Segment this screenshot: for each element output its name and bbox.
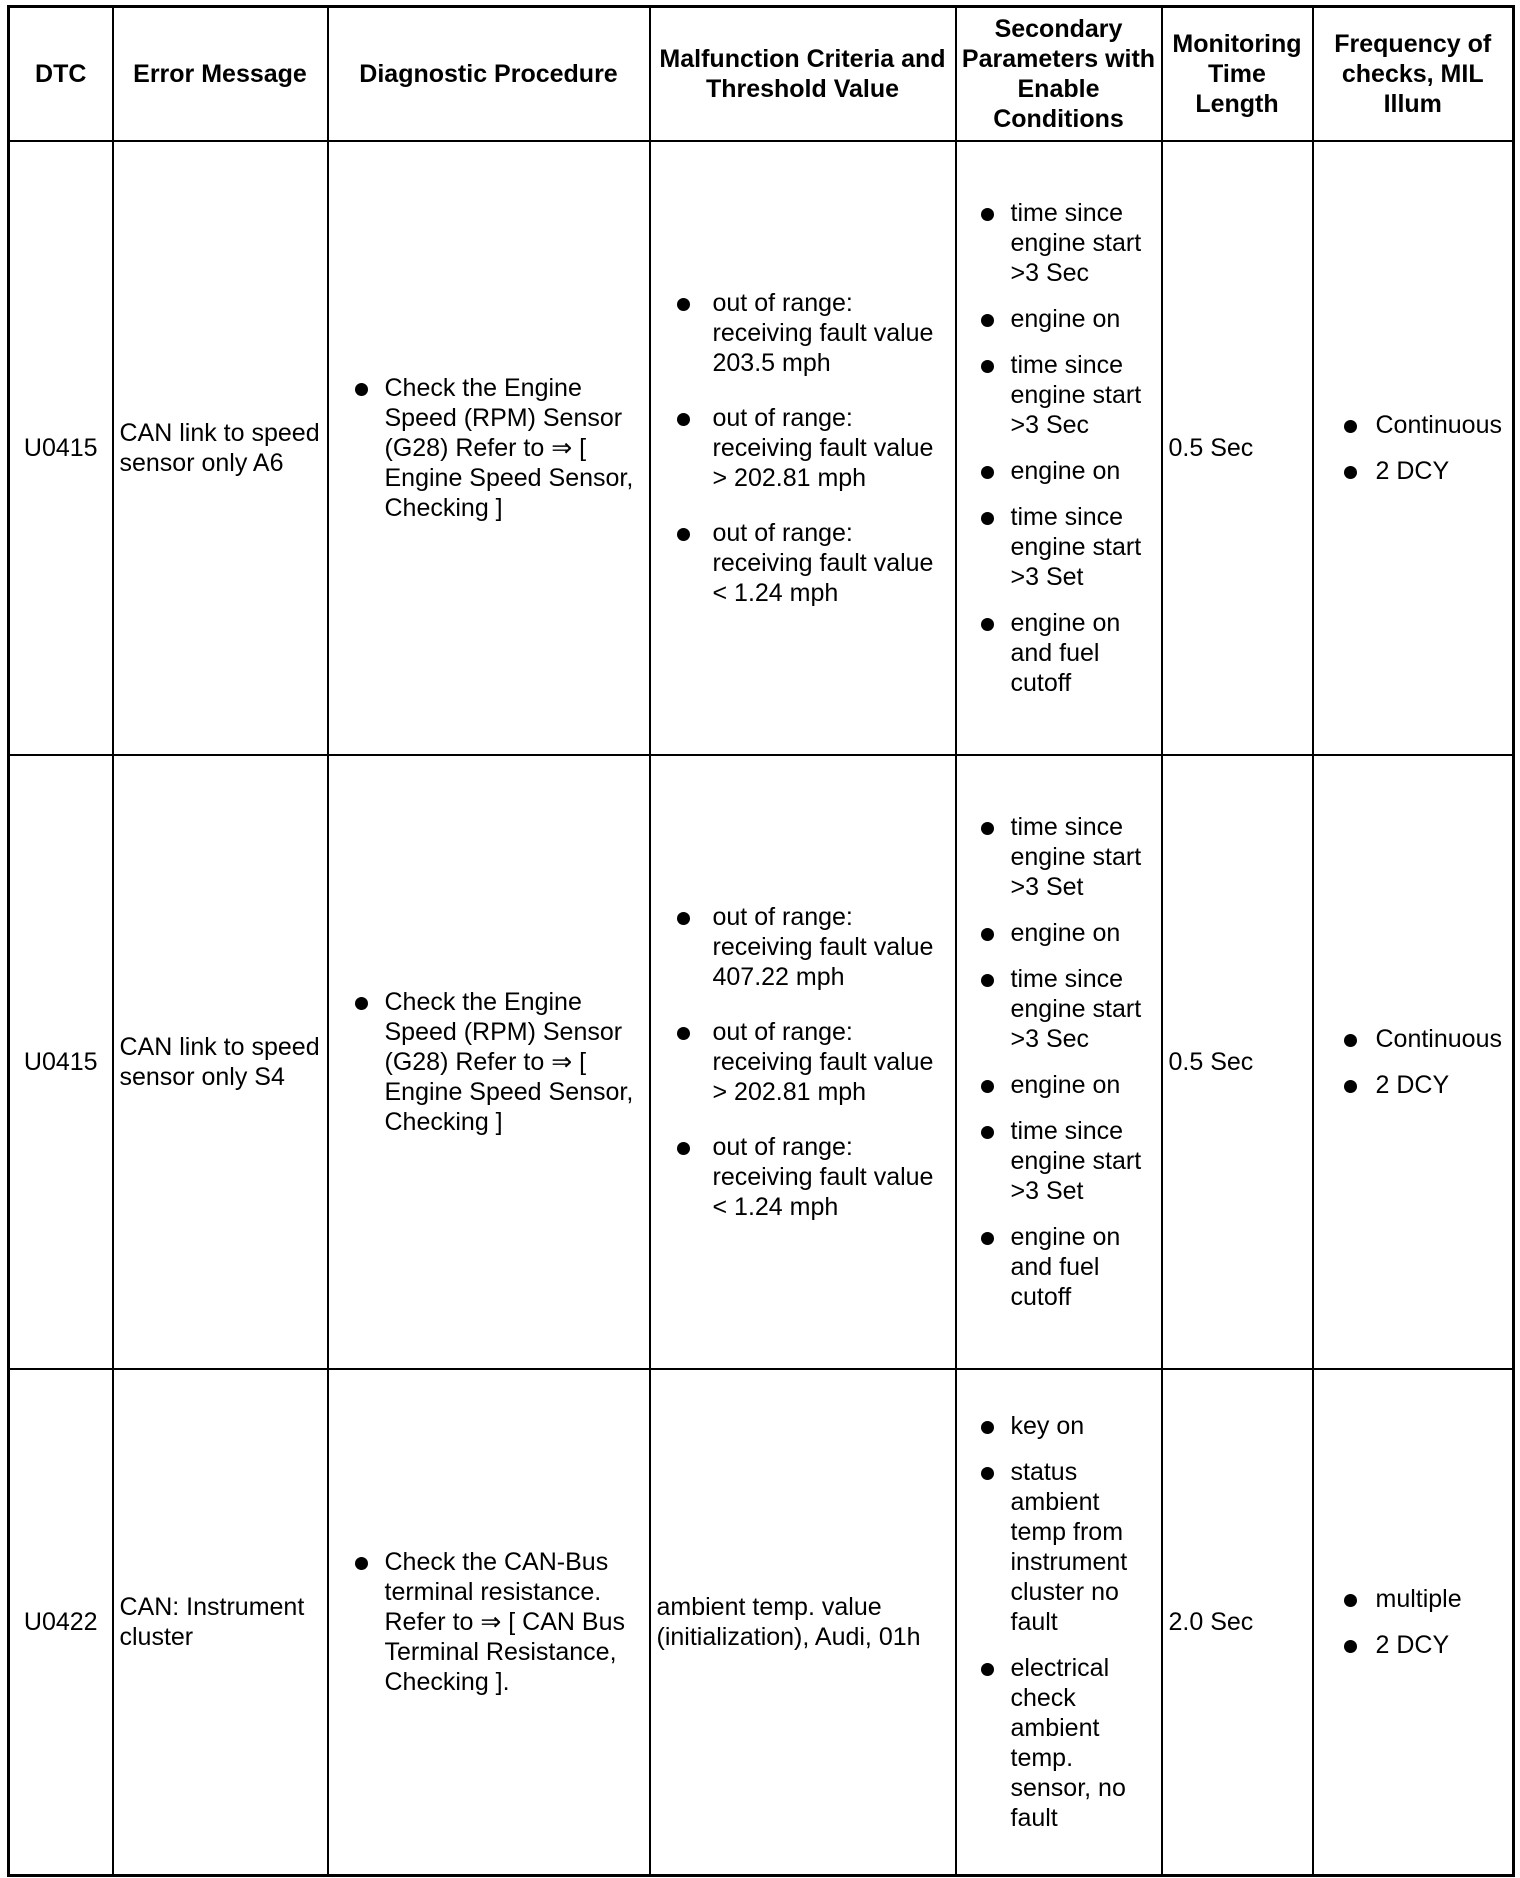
table-row (9, 1369, 1514, 1876)
procedure-item: Check the Engine Speed (RPM) Sensor (G28) Refer to ⇒ [ Engine Speed Sensor, Checking ] (335, 373, 643, 523)
frequency (1313, 141, 1514, 755)
header-malfunction-criteria: Malfunction Criteria and Threshold Value (650, 7, 956, 141)
diagnostic-procedure (328, 1369, 650, 1876)
secondary-parameters (956, 141, 1162, 755)
frequency (1313, 755, 1514, 1369)
frequency-item: Continuous (1320, 1024, 1507, 1054)
monitoring-time: 0.5 Sec (1162, 755, 1313, 1369)
dtc-table (7, 5, 1515, 1877)
parameter-item: status ambient temp from instrument cluster no fault (963, 1457, 1155, 1637)
parameter-item: engine on and fuel cutoff (963, 1222, 1155, 1312)
parameter-item: engine on (963, 304, 1155, 334)
dtc-code: U0422 (9, 1369, 113, 1876)
frequency-item: 2 DCY (1320, 1070, 1507, 1100)
header-diagnostic-procedure: Diagnostic Procedure (328, 7, 650, 141)
frequency-item: multiple (1320, 1584, 1507, 1614)
malfunction-criteria (650, 141, 956, 755)
parameter-item: time since engine start >3 Set (963, 502, 1155, 592)
criteria-item: out of range: receiving fault value 203.5 mph (657, 288, 949, 378)
monitoring-time: 0.5 Sec (1162, 141, 1313, 755)
parameter-item: time since engine start >3 Set (963, 812, 1155, 902)
error-message: CAN: Instrument cluster (113, 1369, 328, 1876)
criteria-item: out of range: receiving fault value > 202.81 mph (657, 403, 949, 493)
criteria-item: out of range: receiving fault value 407.22 mph (657, 902, 949, 992)
parameter-item: time since engine start >3 Sec (963, 198, 1155, 288)
secondary-parameters (956, 755, 1162, 1369)
header-frequency: Frequency of checks, MIL Illum (1313, 7, 1514, 141)
diagnostic-procedure (328, 755, 650, 1369)
dtc-code: U0415 (9, 141, 113, 755)
parameter-item: time since engine start >3 Sec (963, 350, 1155, 440)
parameter-item: electrical check ambient temp. sensor, no fault (963, 1653, 1155, 1833)
parameter-item: key on (963, 1411, 1155, 1441)
parameter-item: engine on (963, 1070, 1155, 1100)
parameter-item: time since engine start >3 Set (963, 1116, 1155, 1206)
criteria-item: out of range: receiving fault value > 202.81 mph (657, 1017, 949, 1107)
frequency-item: 2 DCY (1320, 1630, 1507, 1660)
procedure-item: Check the Engine Speed (RPM) Sensor (G28) Refer to ⇒ [ Engine Speed Sensor, Checking ] (335, 987, 643, 1137)
procedure-item: Check the CAN-Bus terminal resistance. Refer to ⇒ [ CAN Bus Terminal Resistance, Checking ]. (335, 1547, 643, 1697)
criteria-item: out of range: receiving fault value < 1.24 mph (657, 518, 949, 608)
parameter-item: time since engine start >3 Sec (963, 964, 1155, 1054)
table-row (9, 755, 1514, 1369)
header-error-message: Error Message (113, 7, 328, 141)
dtc-code: U0415 (9, 755, 113, 1369)
error-message: CAN link to speed sensor only A6 (113, 141, 328, 755)
diagnostic-procedure (328, 141, 650, 755)
monitoring-time: 2.0 Sec (1162, 1369, 1313, 1876)
header-monitoring-time: Monitoring Time Length (1162, 7, 1313, 141)
frequency-item: Continuous (1320, 410, 1507, 440)
table-row (9, 141, 1514, 755)
frequency-item: 2 DCY (1320, 456, 1507, 486)
malfunction-criteria (650, 755, 956, 1369)
parameter-item: engine on and fuel cutoff (963, 608, 1155, 698)
frequency (1313, 1369, 1514, 1876)
secondary-parameters (956, 1369, 1162, 1876)
parameter-item: engine on (963, 918, 1155, 948)
header-secondary-parameters: Secondary Parameters with Enable Conditions (956, 7, 1162, 141)
malfunction-criteria: ambient temp. value (initialization), Audi, 01h (650, 1369, 956, 1876)
parameter-item: engine on (963, 456, 1155, 486)
header-dtc: DTC (9, 7, 113, 141)
criteria-item: out of range: receiving fault value < 1.24 mph (657, 1132, 949, 1222)
header-row (9, 7, 1514, 141)
error-message: CAN link to speed sensor only S4 (113, 755, 328, 1369)
